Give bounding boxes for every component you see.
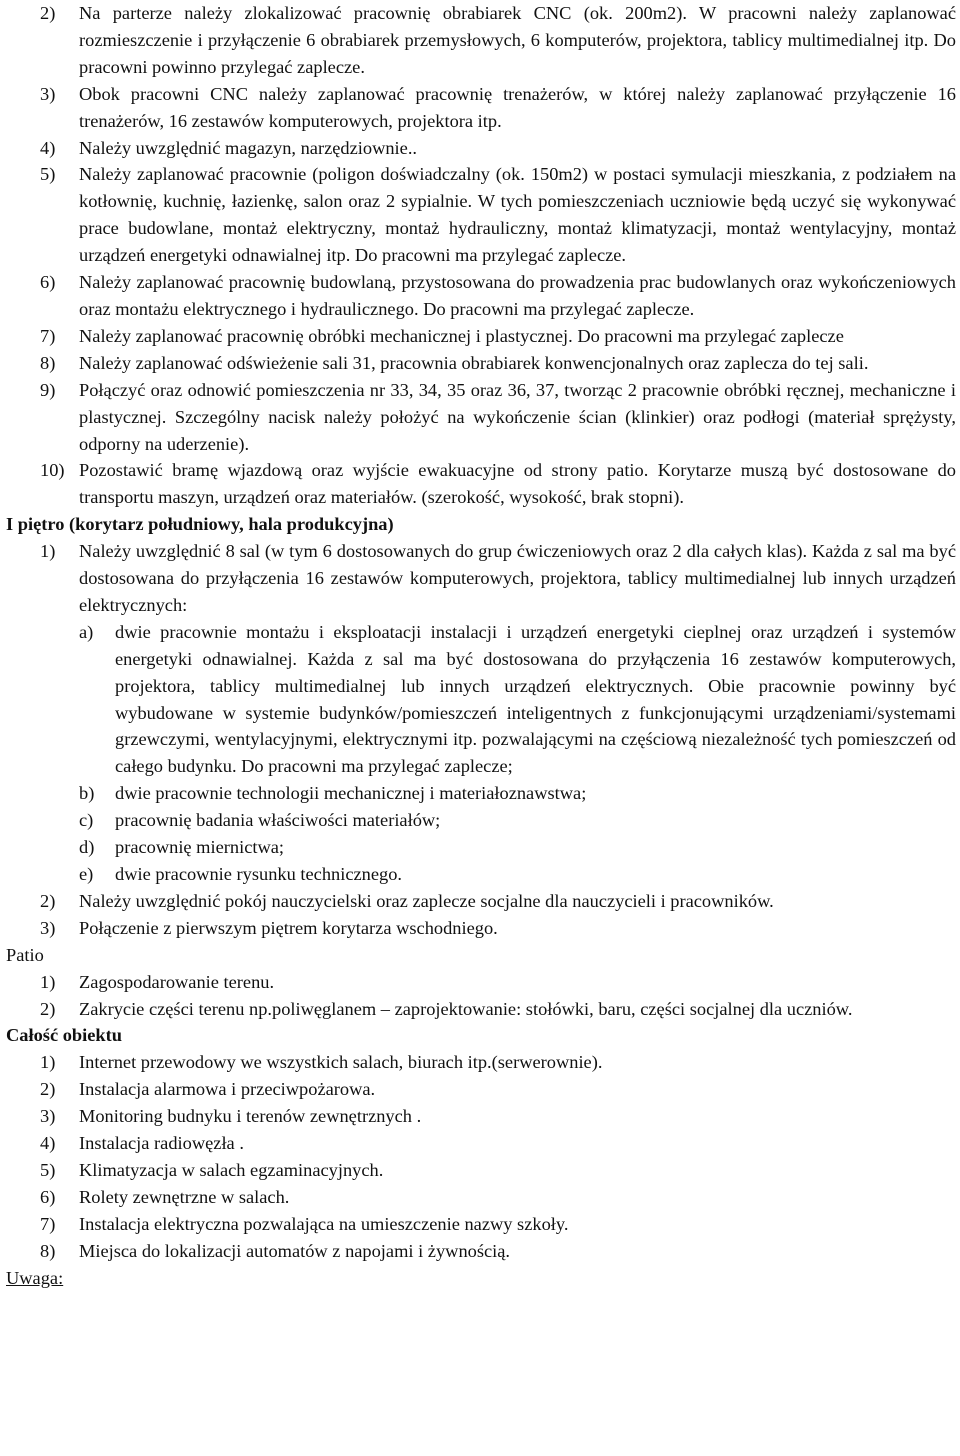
list-item: 2) Instalacja alarmowa i przeciwpożarowa. (40, 1079, 376, 1100)
patio-list (6, 969, 960, 1023)
list-item: 7) Instalacja elektryczna pozwalająca na umieszczenie nazwy szkoły. (40, 1213, 569, 1234)
section-heading-whole: Całość obiektu (6, 1025, 122, 1046)
list-item: 3) Połączenie z pierwszym piętrem korytarza wschodniego. (40, 917, 498, 938)
sub-list-item: e) dwie pracownie rysunku technicznego. (79, 864, 402, 884)
list-item: 1) Należy uwzględnić 8 sal (w tym 6 dostosowanych do grup ćwiczeniowych oraz 2 dla całych klas). Każda z sal ma być dostosowana do przyłączenia 16 zestawów komputerowych, projektora, tablicy multimedialnej lub innych urządzeń elektrycznych: (40, 541, 956, 615)
list-item: 1) Zagospodarowanie terenu. (40, 971, 275, 992)
list-item: 8) Miejsca do lokalizacji automatów z napojami i żywnością. (40, 1240, 511, 1261)
list-item: 2) Zakrycie części terenu np.poliwęglanem – zaprojektowanie: stołówki, baru, części socjalnej dla uczniów. (40, 998, 853, 1019)
sub-list-item: b) dwie pracownie technologii mechanicznej i materiałoznawstwa; (79, 783, 587, 804)
section-heading-patio: Patio (6, 944, 44, 965)
list-item: 8) Należy zaplanować odświeżenie sali 31, pracownia obrabiarek konwencjonalnych oraz zaplecza do tej sali. (40, 352, 869, 373)
note-label: Uwaga: (6, 1267, 64, 1288)
sub-list-item: a) dwie pracownie montażu i eksploatacji instalacji i urządzeń energetyki cieplnej oraz urządzeń i systemów energetyki odnawialnej. Każda z sal ma być dostosowana do przyłączenia 16 zestawów komputerowych, projektora, tablicy multimedialnej lub innych urządzeń elektrycznych. Obie pracownie powinny być wybudowane w systemie budynków/pomieszczeń inteligentnych z funkcjonującymi urządzeniami/systemami grzewczymi, wentylacyjnymi, elektrycznymi itp. pozwalającymi na częściową niezależność tych pomieszczeń od całego budynku. Do pracowni ma przylegać zaplecze; (79, 621, 956, 777)
sub-list-item: c) pracownię badania właściwości materiałów; (79, 810, 441, 831)
whole-list (6, 1049, 960, 1264)
section-heading-first-floor: I piętro (korytarz południowy, hala produkcyjna) (6, 514, 394, 535)
list-item: 6) Rolety zewnętrzne w salach. (40, 1186, 290, 1207)
list-item: 7) Należy zaplanować pracownię obróbki mechanicznej i plastycznej. Do pracowni ma przylegać zaplecze (40, 325, 844, 346)
ground-floor-list (6, 0, 960, 511)
sub-list-item: d) pracownię miernictwa; (79, 837, 285, 858)
list-item: 4) Instalacja radiowęzła . (40, 1133, 244, 1154)
first-floor-list (6, 538, 960, 942)
list-item: 5) Klimatyzacja w salach egzaminacyjnych. (40, 1159, 384, 1180)
list-item: 3) Monitoring budnyku i terenów zewnętrznych . (40, 1106, 422, 1127)
list-item: 3) Obok pracowni CNC należy zaplanować pracownię trenażerów, w której należy zaplanować przyłączenie 16 trenażerów, 16 zestawów komputerowych, projektora itp. (40, 83, 956, 131)
list-item: 6) Należy zaplanować pracownię budowlaną, przystosowana do prowadzenia prac budowlanych oraz wykończeniowych oraz montażu elektrycznego i hydraulicznego. Do pracowni ma przylegać zaplecze. (40, 272, 956, 319)
list-item: 2) Na parterze należy zlokalizować pracownię obrabiarek CNC (ok. 200m2). W pracowni należy zaplanować rozmieszczenie i przyłączenie 6 obrabiarek przemysłowych, 6 komputerów, projektora, tablicy multimedialnej itp. Do pracowni powinno przylegać zaplecze. (40, 3, 956, 77)
list-item: 1) Internet przewodowy we wszystkich salach, biurach itp.(serwerownie). (40, 1052, 603, 1073)
list-item: 4) Należy uwzględnić magazyn, narzędziownie.. (40, 137, 418, 158)
list-item: 5) Należy zaplanować pracownie (poligon doświadczalny (ok. 150m2) w postaci symulacji mieszkania, z podziałem na kotłownię, kuchnię, łazienkę, salon oraz 2 sypialnie. W tych pomieszczeniach uczniowie będą uczyć się wykonywać prace budowlane, montaż elektryczny, montaż hydrauliczny, montaż klimatyzacji, montaż wentylacyjny, montaż urządzeń energetyki odnawialnej itp. Do pracowni ma przylegać zaplecze. (40, 164, 956, 266)
list-item: 9) Połączyć oraz odnowić pomieszczenia nr 33, 34, 35 oraz 36, 37, tworząc 2 pracownie obróbki ręcznej, mechaniczne i plastycznej. Szczególny nacisk należy położyć na wykończenie ścian (klinkier) oraz podłogi (materiał sprężysty, odporny na uderzenie). (40, 379, 956, 454)
list-item: 2) Należy uwzględnić pokój nauczycielski oraz zaplecze socjalne dla nauczycieli i pracowników. (40, 890, 774, 911)
list-item: 10) Pozostawić bramę wjazdową oraz wyjście ewakuacyjne od strony patio. Korytarze muszą być dostosowane do transportu maszyn, urządzeń oraz materiałów. (szerokość, wysokość, brak stopni). (40, 460, 956, 508)
